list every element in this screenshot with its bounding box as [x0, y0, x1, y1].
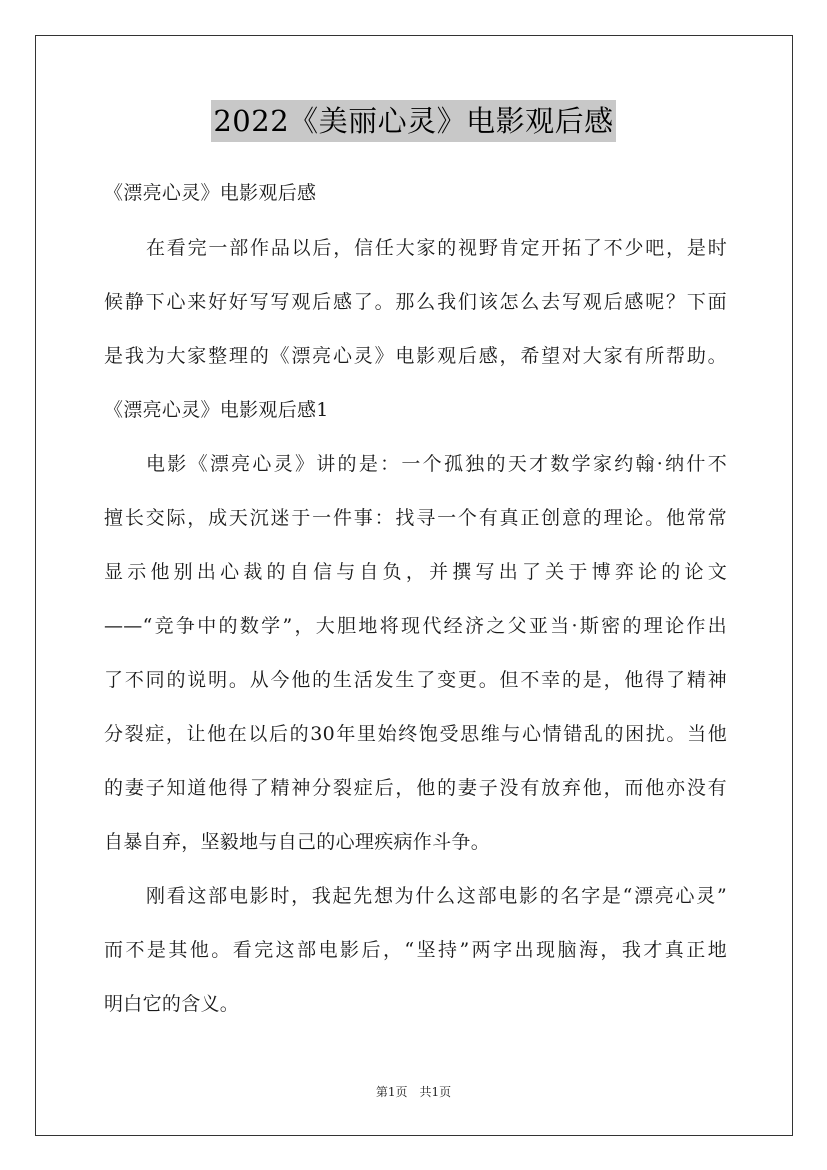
paragraph-line: 的妻子知道他得了精神分裂症后，他的妻子没有放弃他，而他亦没有 [104, 777, 727, 799]
paragraph-line: ——“竞争中的数学”，大胆地将现代经济之父亚当·斯密的理论作出 [104, 615, 727, 637]
paragraph-line: 在看完一部作品以后，信任大家的视野肯定开拓了不少吧，是时 [146, 237, 727, 259]
paragraph-line: 电影《漂亮心灵》讲的是：一个孤独的天才数学家约翰·纳什不 [146, 453, 727, 475]
section-heading: 《漂亮心灵》电影观后感1 [104, 399, 329, 421]
section-heading: 《漂亮心灵》电影观后感 [104, 182, 317, 204]
paragraph-line: 明白它的含义。 [104, 993, 240, 1015]
title-container [0, 100, 827, 142]
paragraph-line: 擅长交际，成天沉迷于一件事：找寻一个有真正创意的理论。他常常 [104, 507, 727, 529]
paragraph-line: 候静下心来好好写写观后感了。那么我们该怎么去写观后感呢？下面 [104, 291, 727, 313]
paragraph-line: 自暴自弃，坚毅地与自己的心理疾病作斗争。 [104, 831, 491, 853]
paragraph-line: 了不同的说明。从今他的生活发生了变更。但不幸的是，他得了精神 [104, 669, 727, 691]
paragraph-line: 而不是其他。看完这部电影后，“坚持”两字出现脑海，我才真正地 [104, 939, 727, 961]
page-number-footer: 第1页 共1页 [375, 1085, 452, 1099]
paragraph-line: 分裂症，让他在以后的30年里始终饱受思维与心情错乱的困扰。当他 [104, 723, 727, 745]
document-title: 2022《美丽心灵》电影观后感 [211, 100, 615, 142]
paragraph-line: 刚看这部电影时，我起先想为什么这部电影的名字是“漂亮心灵” [146, 885, 727, 907]
paragraph-line: 是我为大家整理的《漂亮心灵》电影观后感，希望对大家有所帮助。 [104, 345, 727, 367]
paragraph-line: 显示他别出心裁的自信与自负，并撰写出了关于博弈论的论文 [104, 561, 727, 583]
